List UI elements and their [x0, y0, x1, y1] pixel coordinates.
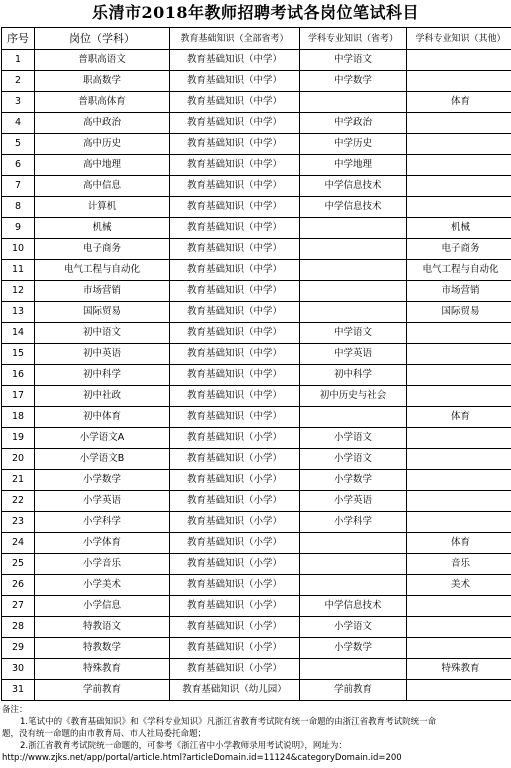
cell-seq: 19: [2, 428, 35, 449]
cell-base-knowledge: 教育基础知识（小学）: [170, 533, 300, 554]
cell-other-subject: 电气工程与自动化: [407, 260, 511, 281]
cell-other-subject: [407, 134, 511, 155]
cell-provincial-subject: [300, 281, 407, 302]
cell-post: 小学英语: [35, 491, 170, 512]
cell-other-subject: 国际贸易: [407, 302, 511, 323]
cell-seq: 21: [2, 470, 35, 491]
cell-provincial-subject: [300, 218, 407, 239]
header-other-subject: 学科专业知识（其他）: [407, 28, 511, 50]
table-row: [2, 575, 511, 596]
table-row: [2, 407, 511, 428]
cell-seq: 1: [2, 50, 35, 71]
header-provincial-subject: 学科专业知识（省考）: [300, 28, 407, 50]
cell-other-subject: [407, 344, 511, 365]
table-row: [2, 344, 511, 365]
cell-other-subject: [407, 512, 511, 533]
cell-seq: 3: [2, 92, 35, 113]
cell-post: 高中政治: [35, 113, 170, 134]
table-row: [2, 218, 511, 239]
cell-post: 普职高体育: [35, 92, 170, 113]
cell-base-knowledge: 教育基础知识（中学）: [170, 407, 300, 428]
cell-provincial-subject: 中学数学: [300, 71, 407, 92]
cell-base-knowledge: 教育基础知识（中学）: [170, 218, 300, 239]
note-url-link[interactable]: http://www.zjks.net/app/portal/article.html?articleDomain.id=11124&categoryDomain.id=200: [2, 753, 402, 763]
cell-post: 学前教育: [35, 680, 170, 701]
cell-provincial-subject: [300, 239, 407, 260]
cell-provincial-subject: 小学数学: [300, 638, 407, 659]
cell-other-subject: 音乐: [407, 554, 511, 575]
cell-seq: 9: [2, 218, 35, 239]
cell-post: 小学数学: [35, 470, 170, 491]
cell-post: 初中科学: [35, 365, 170, 386]
cell-other-subject: [407, 113, 511, 134]
cell-seq: 5: [2, 134, 35, 155]
cell-other-subject: [407, 323, 511, 344]
cell-post: 小学语文B: [35, 449, 170, 470]
cell-provincial-subject: 中学信息技术: [300, 596, 407, 617]
table-row: [2, 260, 511, 281]
cell-base-knowledge: 教育基础知识（小学）: [170, 428, 300, 449]
cell-provincial-subject: 小学科学: [300, 512, 407, 533]
table-row: [2, 302, 511, 323]
cell-post: 初中语文: [35, 323, 170, 344]
cell-base-knowledge: 教育基础知识（中学）: [170, 197, 300, 218]
cell-base-knowledge: 教育基础知识（小学）: [170, 512, 300, 533]
cell-post: 职高数学: [35, 71, 170, 92]
cell-post: 小学语文A: [35, 428, 170, 449]
table-row: [2, 596, 511, 617]
cell-post: 小学美术: [35, 575, 170, 596]
cell-base-knowledge: 教育基础知识（小学）: [170, 491, 300, 512]
cell-seq: 13: [2, 302, 35, 323]
table-row: [2, 659, 511, 680]
cell-post: 特教语文: [35, 617, 170, 638]
cell-post: 特教数学: [35, 638, 170, 659]
cell-post: 电气工程与自动化: [35, 260, 170, 281]
cell-provincial-subject: 中学历史: [300, 134, 407, 155]
table-row: [2, 155, 511, 176]
table-row: [2, 281, 511, 302]
table-body: [2, 50, 511, 701]
table-row: [2, 680, 511, 701]
cell-base-knowledge: 教育基础知识（中学）: [170, 155, 300, 176]
cell-post: 初中英语: [35, 344, 170, 365]
table-row: [2, 176, 511, 197]
cell-other-subject: 机械: [407, 218, 511, 239]
cell-other-subject: [407, 638, 511, 659]
cell-provincial-subject: [300, 302, 407, 323]
cell-post: 初中社政: [35, 386, 170, 407]
cell-other-subject: [407, 470, 511, 491]
cell-base-knowledge: 教育基础知识（中学）: [170, 260, 300, 281]
cell-seq: 18: [2, 407, 35, 428]
table-row: [2, 491, 511, 512]
table-row: [2, 449, 511, 470]
table-row: [2, 71, 511, 92]
cell-provincial-subject: 中学语文: [300, 323, 407, 344]
table-row: [2, 554, 511, 575]
cell-provincial-subject: 初中科学: [300, 365, 407, 386]
cell-other-subject: [407, 71, 511, 92]
table-row: [2, 470, 511, 491]
cell-post: 小学音乐: [35, 554, 170, 575]
table-row: [2, 92, 511, 113]
cell-other-subject: 特殊教育: [407, 659, 511, 680]
cell-seq: 8: [2, 197, 35, 218]
cell-post: 市场营销: [35, 281, 170, 302]
cell-base-knowledge: 教育基础知识（中学）: [170, 365, 300, 386]
cell-seq: 12: [2, 281, 35, 302]
table-header-row: [2, 28, 511, 50]
cell-provincial-subject: [300, 260, 407, 281]
cell-seq: 27: [2, 596, 35, 617]
cell-provincial-subject: 中学信息技术: [300, 176, 407, 197]
cell-base-knowledge: 教育基础知识（小学）: [170, 659, 300, 680]
cell-other-subject: [407, 680, 511, 701]
cell-other-subject: 电子商务: [407, 239, 511, 260]
cell-seq: 11: [2, 260, 35, 281]
cell-seq: 7: [2, 176, 35, 197]
cell-post: 机械: [35, 218, 170, 239]
cell-other-subject: [407, 491, 511, 512]
cell-provincial-subject: [300, 554, 407, 575]
cell-other-subject: 体育: [407, 92, 511, 113]
table-row: [2, 638, 511, 659]
table-row: [2, 134, 511, 155]
table-row: [2, 386, 511, 407]
cell-base-knowledge: 教育基础知识（小学）: [170, 617, 300, 638]
cell-other-subject: [407, 386, 511, 407]
cell-base-knowledge: 教育基础知识（中学）: [170, 302, 300, 323]
cell-base-knowledge: 教育基础知识（中学）: [170, 386, 300, 407]
table-row: [2, 239, 511, 260]
cell-other-subject: [407, 50, 511, 71]
cell-provincial-subject: 中学信息技术: [300, 197, 407, 218]
table-row: [2, 365, 511, 386]
cell-post: 小学体育: [35, 533, 170, 554]
cell-base-knowledge: 教育基础知识（小学）: [170, 575, 300, 596]
cell-provincial-subject: 中学政治: [300, 113, 407, 134]
cell-post: 国际贸易: [35, 302, 170, 323]
cell-other-subject: 市场营销: [407, 281, 511, 302]
cell-seq: 26: [2, 575, 35, 596]
cell-provincial-subject: 中学地理: [300, 155, 407, 176]
cell-provincial-subject: 小学数学: [300, 470, 407, 491]
cell-provincial-subject: 中学英语: [300, 344, 407, 365]
cell-base-knowledge: 教育基础知识（中学）: [170, 239, 300, 260]
cell-other-subject: [407, 197, 511, 218]
note-line-2: 题，没有统一命题的由市教育局、市人社局委托命题；: [2, 729, 207, 739]
cell-base-knowledge: 教育基础知识（中学）: [170, 50, 300, 71]
cell-seq: 14: [2, 323, 35, 344]
table-row: [2, 323, 511, 344]
table-row: [2, 50, 511, 71]
cell-base-knowledge: 教育基础知识（中学）: [170, 71, 300, 92]
cell-other-subject: 体育: [407, 533, 511, 554]
exam-subjects-table: [1, 27, 511, 701]
cell-seq: 6: [2, 155, 35, 176]
cell-provincial-subject: [300, 92, 407, 113]
table-row: [2, 533, 511, 554]
cell-post: 特殊教育: [35, 659, 170, 680]
cell-seq: 31: [2, 680, 35, 701]
cell-other-subject: [407, 428, 511, 449]
cell-seq: 28: [2, 617, 35, 638]
cell-other-subject: [407, 449, 511, 470]
cell-post: 普职高语文: [35, 50, 170, 71]
cell-base-knowledge: 教育基础知识（中学）: [170, 113, 300, 134]
cell-post: 初中体育: [35, 407, 170, 428]
cell-base-knowledge: 教育基础知识（中学）: [170, 323, 300, 344]
cell-seq: 16: [2, 365, 35, 386]
cell-other-subject: [407, 176, 511, 197]
cell-provincial-subject: [300, 533, 407, 554]
page-title: 乐清市2018年教师招聘考试各岗位笔试科目: [91, 3, 420, 22]
cell-post: 高中信息: [35, 176, 170, 197]
cell-provincial-subject: [300, 659, 407, 680]
cell-seq: 17: [2, 386, 35, 407]
cell-seq: 23: [2, 512, 35, 533]
cell-post: 高中历史: [35, 134, 170, 155]
cell-provincial-subject: 初中历史与社会: [300, 386, 407, 407]
cell-base-knowledge: 教育基础知识（中学）: [170, 281, 300, 302]
header-post: 岗位（学科）: [35, 28, 170, 50]
cell-provincial-subject: 小学语文: [300, 449, 407, 470]
cell-post: 高中地理: [35, 155, 170, 176]
cell-provincial-subject: 小学英语: [300, 491, 407, 512]
cell-base-knowledge: 教育基础知识（小学）: [170, 554, 300, 575]
cell-base-knowledge: 教育基础知识（幼儿园）: [170, 680, 300, 701]
cell-provincial-subject: 小学语文: [300, 617, 407, 638]
cell-seq: 29: [2, 638, 35, 659]
cell-other-subject: [407, 596, 511, 617]
cell-post: 电子商务: [35, 239, 170, 260]
cell-seq: 20: [2, 449, 35, 470]
table-row: [2, 197, 511, 218]
table-row: [2, 512, 511, 533]
cell-post: 小学科学: [35, 512, 170, 533]
notes-section: [2, 704, 510, 764]
note-line-1: 1.笔试中的《教育基础知识》和《学科专业知识》凡浙江省教育考试院有统一命题的由浙江省教育考试院统一命: [20, 717, 437, 727]
cell-provincial-subject: 中学语文: [300, 50, 407, 71]
cell-base-knowledge: 教育基础知识（小学）: [170, 449, 300, 470]
cell-provincial-subject: [300, 575, 407, 596]
cell-other-subject: [407, 155, 511, 176]
cell-seq: 15: [2, 344, 35, 365]
table-row: [2, 428, 511, 449]
header-base-knowledge: 教育基础知识（全部省考）: [170, 28, 300, 50]
cell-seq: 25: [2, 554, 35, 575]
cell-seq: 22: [2, 491, 35, 512]
cell-provincial-subject: 小学语文: [300, 428, 407, 449]
cell-seq: 24: [2, 533, 35, 554]
cell-base-knowledge: 教育基础知识（中学）: [170, 92, 300, 113]
cell-seq: 2: [2, 71, 35, 92]
cell-base-knowledge: 教育基础知识（中学）: [170, 344, 300, 365]
cell-base-knowledge: 教育基础知识（小学）: [170, 596, 300, 617]
cell-base-knowledge: 教育基础知识（小学）: [170, 470, 300, 491]
header-seq: 序号: [2, 28, 35, 50]
cell-provincial-subject: 学前教育: [300, 680, 407, 701]
cell-base-knowledge: 教育基础知识（中学）: [170, 134, 300, 155]
table-row: [2, 113, 511, 134]
cell-other-subject: [407, 617, 511, 638]
cell-base-knowledge: 教育基础知识（中学）: [170, 176, 300, 197]
cell-seq: 10: [2, 239, 35, 260]
table-row: [2, 617, 511, 638]
cell-provincial-subject: [300, 407, 407, 428]
cell-base-knowledge: 教育基础知识（小学）: [170, 638, 300, 659]
cell-seq: 4: [2, 113, 35, 134]
notes-heading: 备注：: [2, 705, 28, 715]
cell-other-subject: 体育: [407, 407, 511, 428]
cell-other-subject: [407, 365, 511, 386]
cell-post: 小学信息: [35, 596, 170, 617]
cell-seq: 30: [2, 659, 35, 680]
cell-post: 计算机: [35, 197, 170, 218]
cell-other-subject: 美术: [407, 575, 511, 596]
note-line-3: 2.浙江省教育考试院统一命题的，可参考《浙江省中小学教师录用考试说明》，网址为：: [20, 741, 347, 751]
